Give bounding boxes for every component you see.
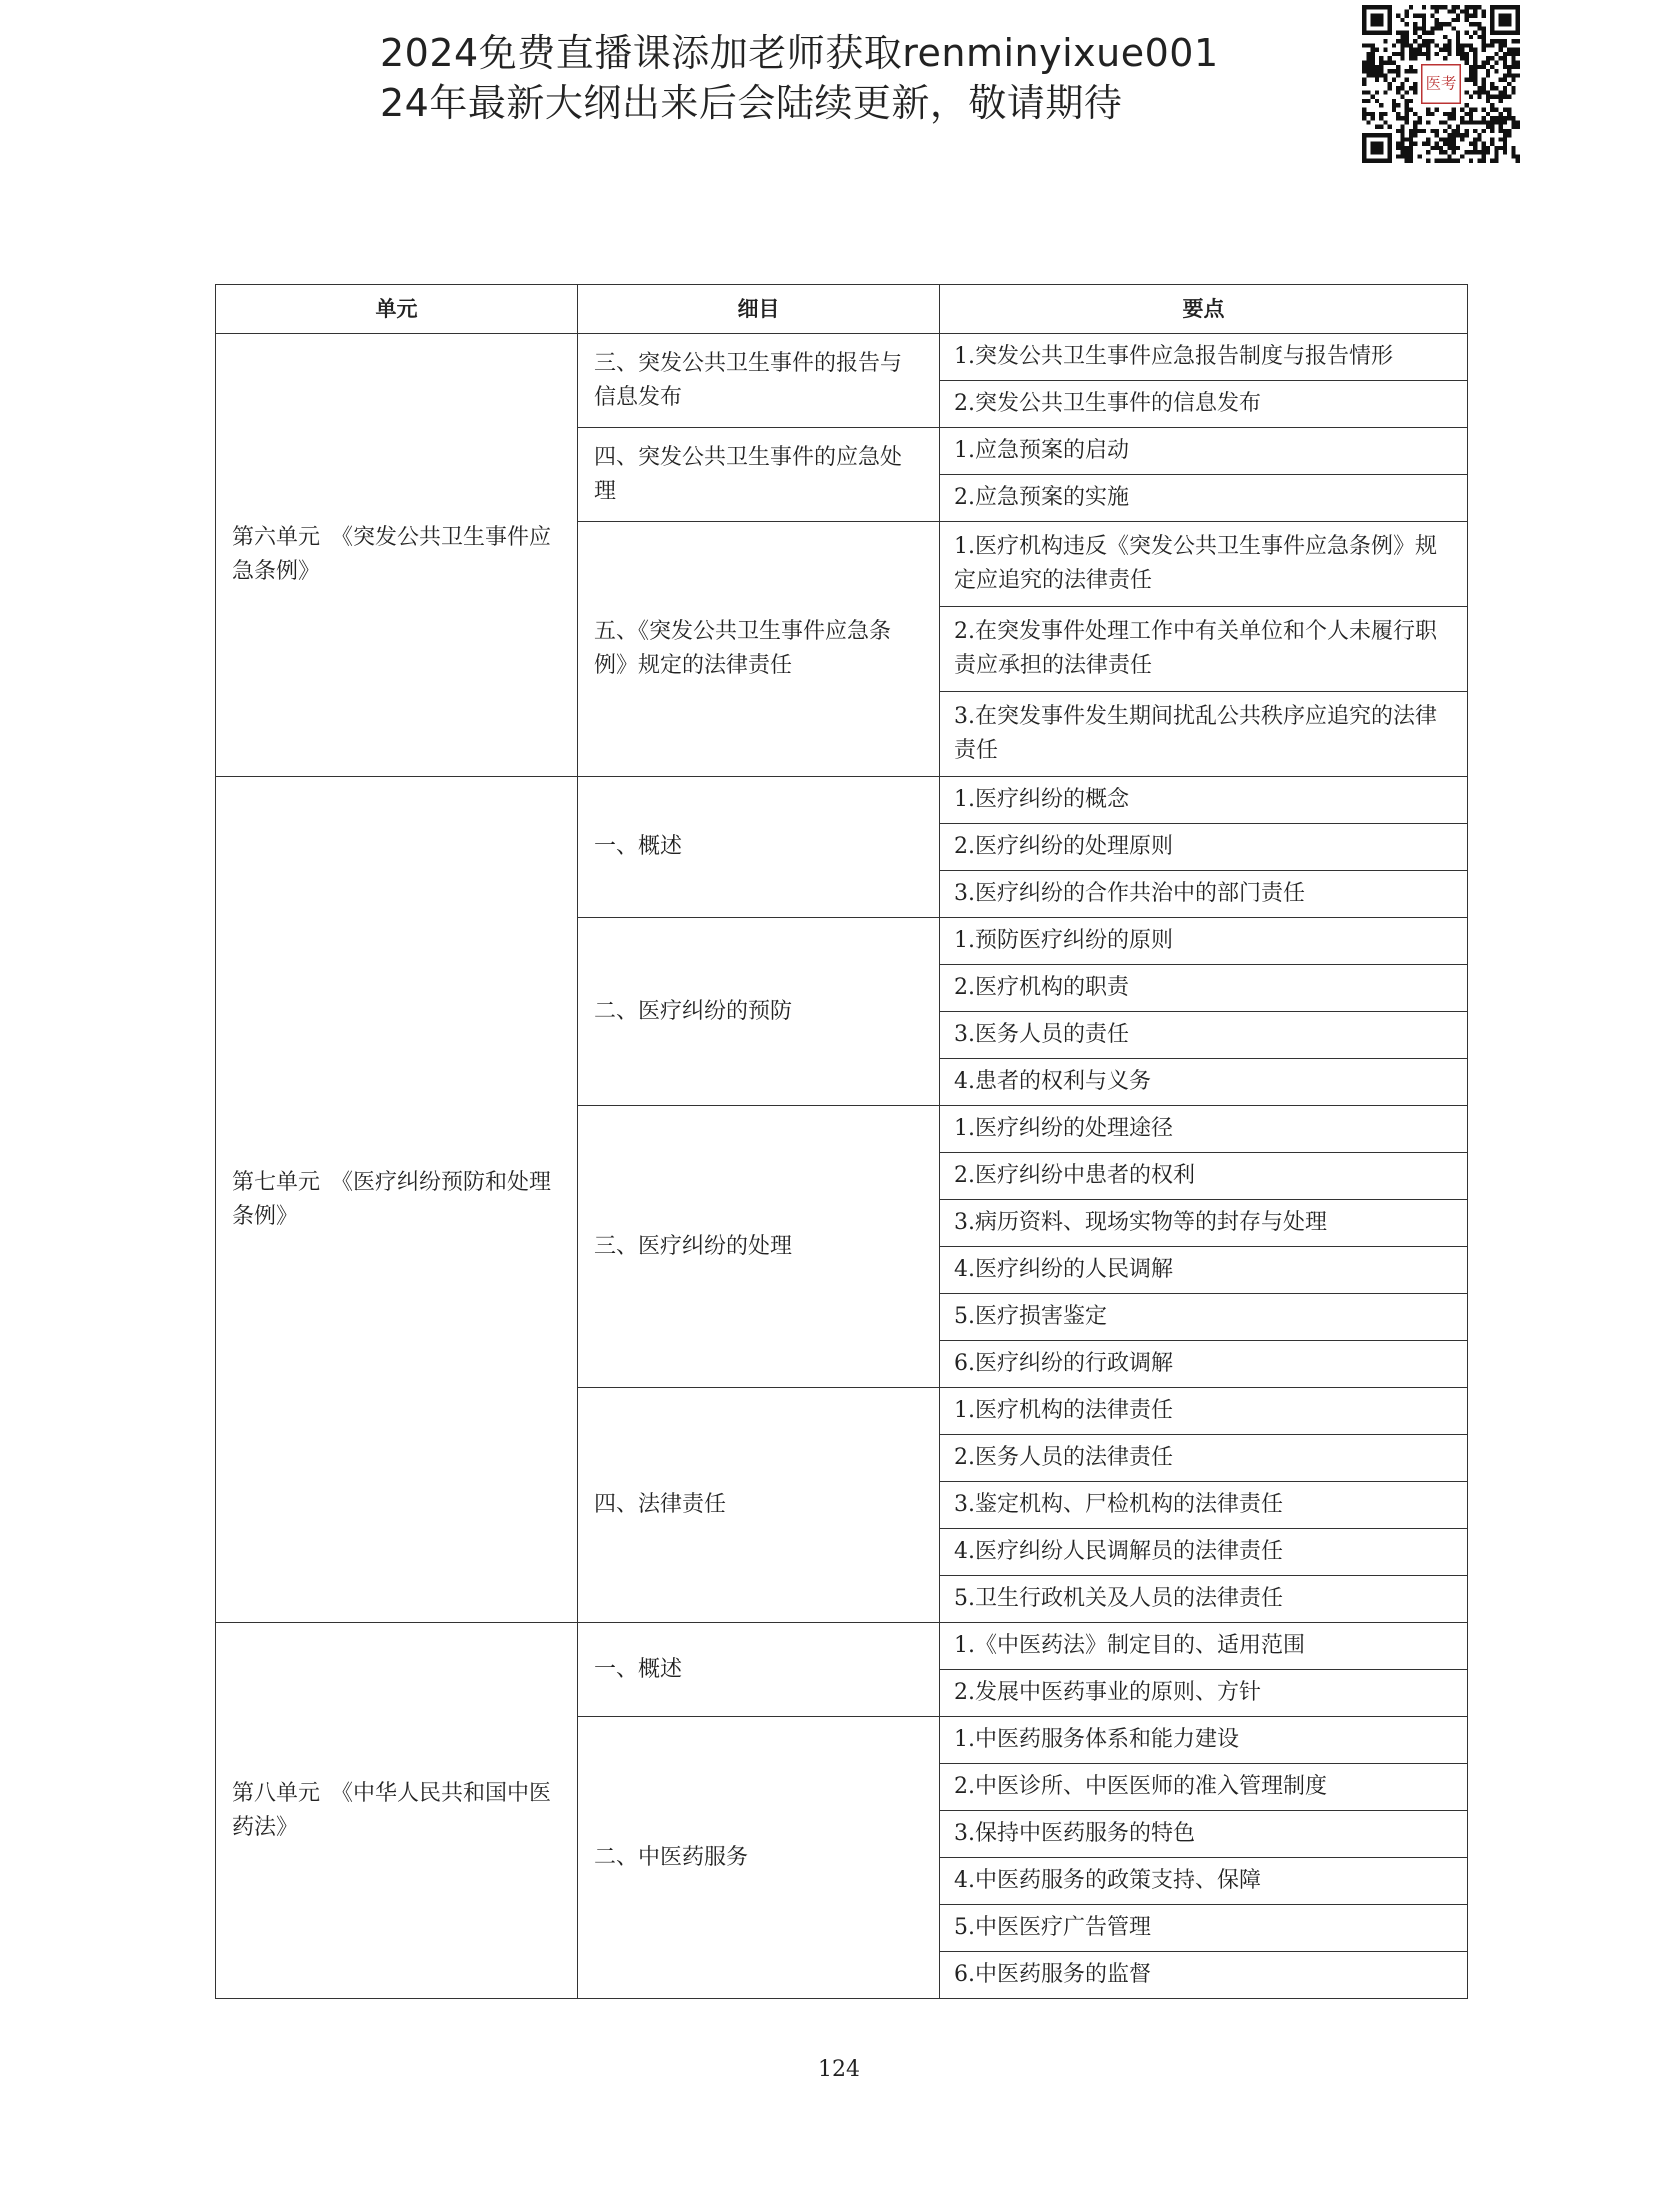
unit-7-detail-1: 一、概述 [578,777,940,918]
point-cell: 3.病历资料、现场实物等的封存与处理 [940,1200,1468,1247]
syllabus-table [215,284,1468,1999]
point-cell: 1.预防医疗纠纷的原则 [940,918,1468,965]
unit-7-detail-3: 三、医疗纠纷的处理 [578,1106,940,1388]
header-line-1: 2024免费直播课添加老师获取renminyixue001 [380,31,1219,75]
point-cell: 5.医疗损害鉴定 [940,1294,1468,1341]
header-notice [380,28,1219,128]
point-cell: 2.发展中医药事业的原则、方针 [940,1670,1468,1717]
unit-6-detail-3: 三、突发公共卫生事件的报告与信息发布 [578,334,940,428]
point-cell: 1.中医药服务体系和能力建设 [940,1717,1468,1764]
point-cell: 2.医疗机构的职责 [940,965,1468,1012]
point-cell: 5.中医医疗广告管理 [940,1905,1468,1952]
point-cell: 3.保持中医药服务的特色 [940,1811,1468,1858]
header-points: 要点 [940,285,1468,334]
table-row [216,1623,1468,1670]
unit-8-detail-1: 一、概述 [578,1623,940,1717]
point-cell: 3.医疗纠纷的合作共治中的部门责任 [940,871,1468,918]
point-cell: 1.医疗纠纷的处理途径 [940,1106,1468,1153]
point-cell: 2.医务人员的法律责任 [940,1435,1468,1482]
point-cell: 4.患者的权利与义务 [940,1059,1468,1106]
unit-6-title: 第六单元 《突发公共卫生事件应急条例》 [216,334,578,777]
qr-center-logo: 医考 [1425,74,1457,93]
point-cell: 6.医疗纠纷的行政调解 [940,1341,1468,1388]
header-line-2: 24年最新大纲出来后会陆续更新，敬请期待 [380,81,1123,125]
point-cell: 2.医疗纠纷中患者的权利 [940,1153,1468,1200]
point-cell: 2.突发公共卫生事件的信息发布 [940,381,1468,428]
point-cell: 1.医疗机构违反《突发公共卫生事件应急条例》规定应追究的法律责任 [940,522,1468,607]
point-cell: 3.医务人员的责任 [940,1012,1468,1059]
unit-8-title: 第八单元 《中华人民共和国中医药法》 [216,1623,578,1999]
table-row [216,334,1468,381]
page-number: 124 [818,2057,860,2082]
unit-7-detail-2: 二、医疗纠纷的预防 [578,918,940,1106]
unit-6-detail-4: 四、突发公共卫生事件的应急处理 [578,428,940,522]
unit-7-title: 第七单元 《医疗纠纷预防和处理条例》 [216,777,578,1623]
point-cell: 4.医疗纠纷人民调解员的法律责任 [940,1529,1468,1576]
point-cell: 2.应急预案的实施 [940,475,1468,522]
header-unit: 单元 [216,285,578,334]
table-header-row [216,285,1468,334]
point-cell: 1.《中医药法》制定目的、适用范围 [940,1623,1468,1670]
point-cell: 3.在突发事件发生期间扰乱公共秩序应追究的法律责任 [940,692,1468,777]
point-cell: 1.应急预案的启动 [940,428,1468,475]
unit-7-detail-4: 四、法律责任 [578,1388,940,1623]
point-cell: 2.中医诊所、中医医师的准入管理制度 [940,1764,1468,1811]
point-cell: 3.鉴定机构、尸检机构的法律责任 [940,1482,1468,1529]
unit-6-detail-5: 五、《突发公共卫生事件应急条例》规定的法律责任 [578,522,940,777]
table-row [216,777,1468,824]
point-cell: 6.中医药服务的监督 [940,1952,1468,1999]
point-cell: 2.在突发事件处理工作中有关单位和个人未履行职责应承担的法律责任 [940,607,1468,692]
header-detail: 细目 [578,285,940,334]
point-cell: 4.医疗纠纷的人民调解 [940,1247,1468,1294]
point-cell: 1.突发公共卫生事件应急报告制度与报告情形 [940,334,1468,381]
point-cell: 1.医疗纠纷的概念 [940,777,1468,824]
point-cell: 2.医疗纠纷的处理原则 [940,824,1468,871]
point-cell: 4.中医药服务的政策支持、保障 [940,1858,1468,1905]
point-cell: 5.卫生行政机关及人员的法律责任 [940,1576,1468,1623]
point-cell: 1.医疗机构的法律责任 [940,1388,1468,1435]
qr-code [1362,5,1520,163]
unit-8-detail-2: 二、中医药服务 [578,1717,940,1999]
